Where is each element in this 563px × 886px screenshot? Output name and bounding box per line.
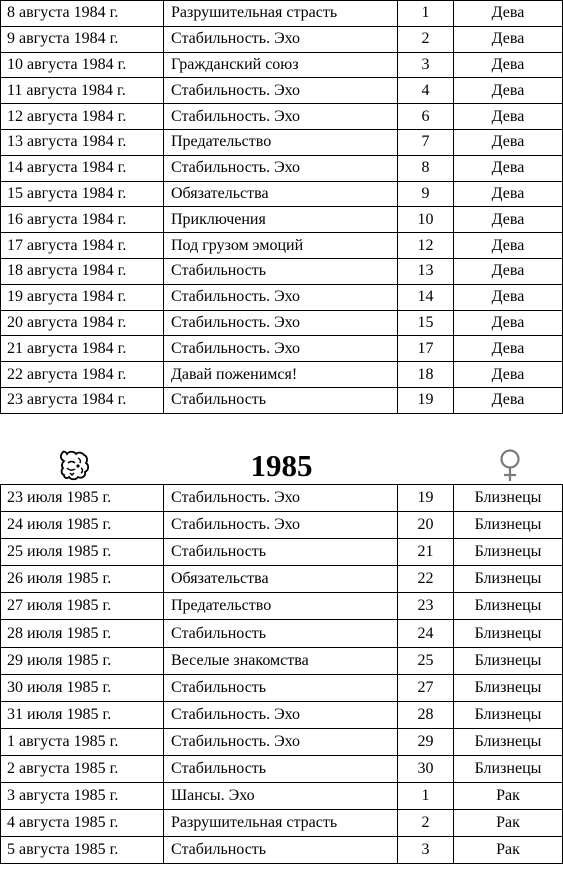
- table-row: [1, 701, 563, 728]
- number-cell: 10: [398, 207, 454, 233]
- number-cell: 6: [398, 104, 454, 130]
- number-cell: 15: [398, 310, 454, 336]
- title-cell: Обязательства: [164, 181, 398, 207]
- title-cell: Давай поженимся!: [164, 362, 398, 388]
- number-cell: 19: [398, 387, 454, 413]
- title-cell: Гражданский союз: [164, 52, 398, 78]
- sign-cell: Дева: [454, 52, 563, 78]
- title-cell: Стабильность: [164, 837, 398, 864]
- sign-cell: Дева: [454, 129, 563, 155]
- sign-cell: Дева: [454, 1, 563, 27]
- number-cell: 28: [398, 701, 454, 728]
- date-cell: 5 августа 1985 г.: [1, 837, 164, 864]
- table-1985-body: [1, 485, 563, 864]
- sign-cell: Близнецы: [454, 512, 563, 539]
- number-cell: 4: [398, 78, 454, 104]
- table-row: [1, 336, 563, 362]
- table-row: [1, 512, 563, 539]
- sign-cell: Дева: [454, 26, 563, 52]
- date-cell: 10 августа 1984 г.: [1, 52, 164, 78]
- table-row: [1, 258, 563, 284]
- table-row: [1, 620, 563, 647]
- title-cell: Стабильность. Эхо: [164, 155, 398, 181]
- date-cell: 1 августа 1985 г.: [1, 728, 164, 755]
- title-cell: Стабильность: [164, 387, 398, 413]
- date-cell: 16 августа 1984 г.: [1, 207, 164, 233]
- table-1984: [0, 0, 563, 414]
- title-cell: Предательство: [164, 593, 398, 620]
- date-cell: 30 июля 1985 г.: [1, 674, 164, 701]
- number-cell: 24: [398, 620, 454, 647]
- table-row: [1, 362, 563, 388]
- date-cell: 24 июля 1985 г.: [1, 512, 164, 539]
- date-cell: 19 августа 1984 г.: [1, 284, 164, 310]
- date-cell: 20 августа 1984 г.: [1, 310, 164, 336]
- number-cell: 14: [398, 284, 454, 310]
- title-cell: Стабильность. Эхо: [164, 336, 398, 362]
- date-cell: 17 августа 1984 г.: [1, 233, 164, 259]
- number-cell: 23: [398, 593, 454, 620]
- sign-cell: Близнецы: [454, 485, 563, 512]
- number-cell: 3: [398, 52, 454, 78]
- title-cell: Стабильность. Эхо: [164, 512, 398, 539]
- sign-cell: Дева: [454, 310, 563, 336]
- date-cell: 13 августа 1984 г.: [1, 129, 164, 155]
- title-cell: Веселые знакомства: [164, 647, 398, 674]
- table-1984-body: [1, 1, 563, 414]
- number-cell: 17: [398, 336, 454, 362]
- number-cell: 18: [398, 362, 454, 388]
- date-cell: 18 августа 1984 г.: [1, 258, 164, 284]
- title-cell: Стабильность. Эхо: [164, 78, 398, 104]
- sign-cell: Близнецы: [454, 647, 563, 674]
- table-row: [1, 728, 563, 755]
- table-row: [1, 387, 563, 413]
- table-row: [1, 207, 563, 233]
- date-cell: 11 августа 1984 г.: [1, 78, 164, 104]
- sign-cell: Дева: [454, 233, 563, 259]
- number-cell: 3: [398, 837, 454, 864]
- number-cell: 20: [398, 512, 454, 539]
- sign-cell: Дева: [454, 78, 563, 104]
- title-cell: Под грузом эмоций: [164, 233, 398, 259]
- title-cell: Стабильность. Эхо: [164, 26, 398, 52]
- sign-cell: Дева: [454, 181, 563, 207]
- date-cell: 27 июля 1985 г.: [1, 593, 164, 620]
- year-header: [0, 445, 563, 484]
- title-cell: Разрушительная страсть: [164, 1, 398, 27]
- date-cell: 31 июля 1985 г.: [1, 701, 164, 728]
- title-cell: Стабильность. Эхо: [164, 485, 398, 512]
- number-cell: 9: [398, 181, 454, 207]
- table-row: [1, 155, 563, 181]
- table-row: [1, 104, 563, 130]
- number-cell: 21: [398, 539, 454, 566]
- sign-cell: Рак: [454, 810, 563, 837]
- date-cell: 28 июля 1985 г.: [1, 620, 164, 647]
- title-cell: Предательство: [164, 129, 398, 155]
- sign-cell: Дева: [454, 362, 563, 388]
- date-cell: 25 июля 1985 г.: [1, 539, 164, 566]
- date-cell: 21 августа 1984 г.: [1, 336, 164, 362]
- table-row: [1, 593, 563, 620]
- title-cell: Стабильность. Эхо: [164, 701, 398, 728]
- sign-cell: Рак: [454, 837, 563, 864]
- date-cell: 29 июля 1985 г.: [1, 647, 164, 674]
- sign-cell: Близнецы: [454, 701, 563, 728]
- table-row: [1, 284, 563, 310]
- sign-cell: Близнецы: [454, 566, 563, 593]
- number-cell: 19: [398, 485, 454, 512]
- date-cell: 12 августа 1984 г.: [1, 104, 164, 130]
- title-cell: Стабильность: [164, 258, 398, 284]
- date-cell: 9 августа 1984 г.: [1, 26, 164, 52]
- title-cell: Разрушительная страсть: [164, 810, 398, 837]
- sign-cell: Близнецы: [454, 593, 563, 620]
- sign-cell: Рак: [454, 783, 563, 810]
- date-cell: 4 августа 1985 г.: [1, 810, 164, 837]
- table-row: [1, 810, 563, 837]
- number-cell: 2: [398, 810, 454, 837]
- title-cell: Стабильность: [164, 674, 398, 701]
- table-row: [1, 783, 563, 810]
- sign-cell: Дева: [454, 207, 563, 233]
- sign-cell: Близнецы: [454, 620, 563, 647]
- table-row: [1, 233, 563, 259]
- table-row: [1, 26, 563, 52]
- sign-cell: Близнецы: [454, 755, 563, 782]
- date-cell: 14 августа 1984 г.: [1, 155, 164, 181]
- date-cell: 26 июля 1985 г.: [1, 566, 164, 593]
- title-cell: Стабильность. Эхо: [164, 104, 398, 130]
- title-cell: Стабильность. Эхо: [164, 310, 398, 336]
- title-cell: Стабильность: [164, 755, 398, 782]
- number-cell: 1: [398, 1, 454, 27]
- table-row: [1, 78, 563, 104]
- title-cell: Шансы. Эхо: [164, 783, 398, 810]
- table-row: [1, 181, 563, 207]
- number-cell: 29: [398, 728, 454, 755]
- date-cell: 23 августа 1984 г.: [1, 387, 164, 413]
- table-row: [1, 566, 563, 593]
- sign-cell: Дева: [454, 336, 563, 362]
- venus-icon: [497, 448, 523, 482]
- number-cell: 7: [398, 129, 454, 155]
- date-cell: 8 августа 1984 г.: [1, 1, 164, 27]
- number-cell: 22: [398, 566, 454, 593]
- sign-cell: Близнецы: [454, 674, 563, 701]
- table-row: [1, 755, 563, 782]
- number-cell: 25: [398, 647, 454, 674]
- table-row: [1, 674, 563, 701]
- table-row: [1, 52, 563, 78]
- date-cell: 23 июля 1985 г.: [1, 485, 164, 512]
- table-row: [1, 837, 563, 864]
- number-cell: 13: [398, 258, 454, 284]
- date-cell: 3 августа 1985 г.: [1, 783, 164, 810]
- table-row: [1, 310, 563, 336]
- number-cell: 27: [398, 674, 454, 701]
- number-cell: 30: [398, 755, 454, 782]
- title-cell: Стабильность: [164, 620, 398, 647]
- sign-cell: Дева: [454, 104, 563, 130]
- number-cell: 8: [398, 155, 454, 181]
- sign-cell: Дева: [454, 258, 563, 284]
- table-row: [1, 1, 563, 27]
- title-cell: Стабильность. Эхо: [164, 284, 398, 310]
- number-cell: 12: [398, 233, 454, 259]
- table-row: [1, 129, 563, 155]
- table-1985: [0, 484, 563, 864]
- sign-cell: Дева: [454, 284, 563, 310]
- number-cell: 1: [398, 783, 454, 810]
- title-cell: Стабильность. Эхо: [164, 728, 398, 755]
- sign-cell: Дева: [454, 387, 563, 413]
- sign-cell: Дева: [454, 155, 563, 181]
- date-cell: 15 августа 1984 г.: [1, 181, 164, 207]
- sign-cell: Близнецы: [454, 728, 563, 755]
- table-row: [1, 485, 563, 512]
- table-row: [1, 647, 563, 674]
- date-cell: 2 августа 1985 г.: [1, 755, 164, 782]
- date-cell: 22 августа 1984 г.: [1, 362, 164, 388]
- title-cell: Приключения: [164, 207, 398, 233]
- number-cell: 2: [398, 26, 454, 52]
- title-cell: Стабильность: [164, 539, 398, 566]
- year-title: 1985: [250, 448, 313, 483]
- sign-cell: Близнецы: [454, 539, 563, 566]
- title-cell: Обязательства: [164, 566, 398, 593]
- table-row: [1, 539, 563, 566]
